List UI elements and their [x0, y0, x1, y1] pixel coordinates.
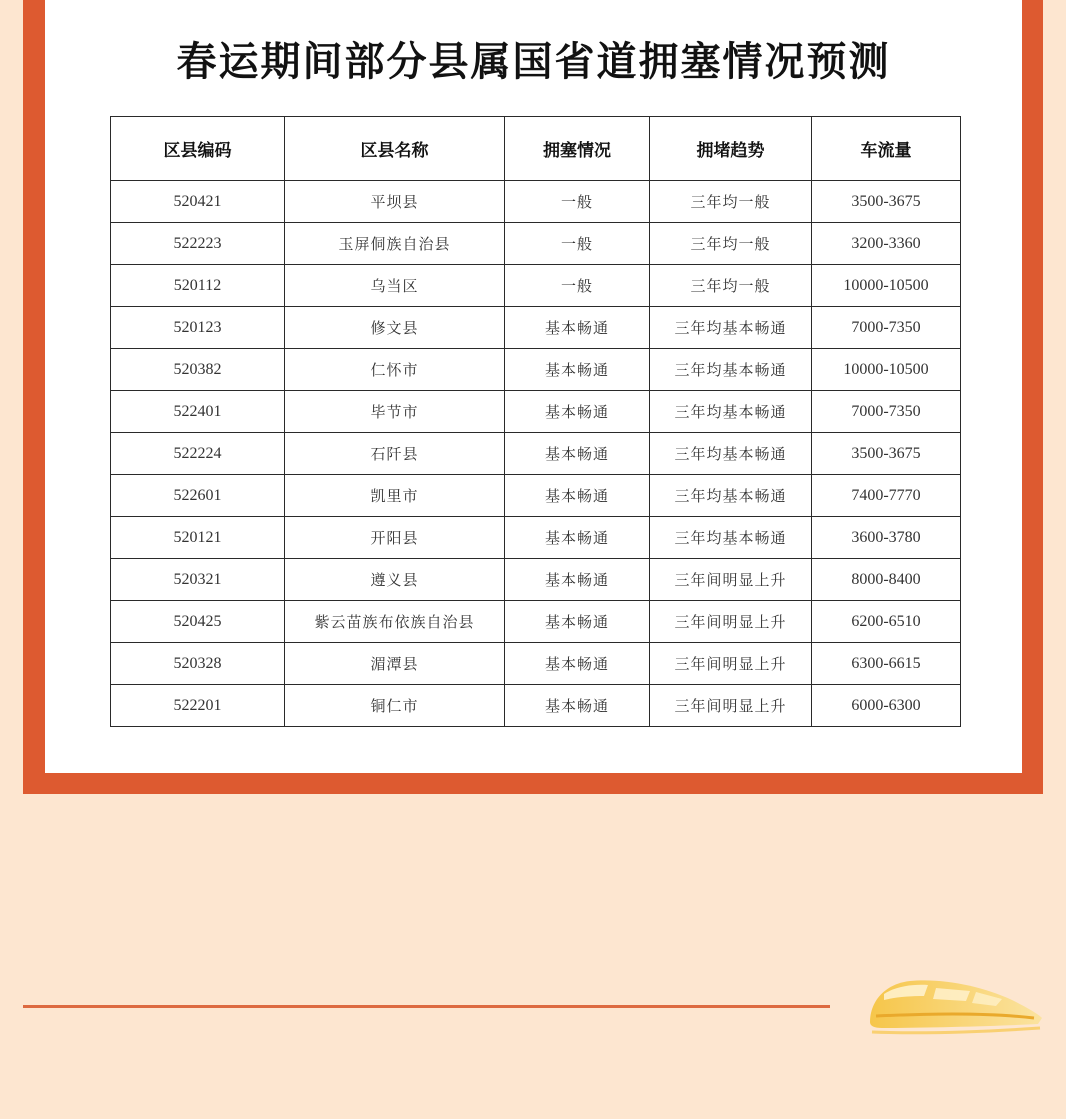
cell-congestion: 基本畅通: [505, 433, 650, 475]
cell-traffic: 7000-7350: [812, 307, 961, 349]
page-title: 春运期间部分县属国省道拥塞情况预测: [176, 39, 891, 85]
cell-name: 修文县: [285, 307, 505, 349]
cell-code: 520121: [111, 517, 285, 559]
table-row: [111, 559, 961, 601]
cell-trend: 三年均基本畅通: [650, 475, 812, 517]
header-trend: 拥堵趋势: [650, 117, 812, 181]
table-header-row: [111, 117, 961, 181]
cell-congestion: 基本畅通: [505, 685, 650, 727]
cell-traffic: 10000-10500: [812, 265, 961, 307]
cell-code: 522224: [111, 433, 285, 475]
table-row: [111, 601, 961, 643]
cell-name: 毕节市: [285, 391, 505, 433]
cell-code: 520123: [111, 307, 285, 349]
table-row: [111, 475, 961, 517]
cell-name: 遵义县: [285, 559, 505, 601]
cell-trend: 三年间明显上升: [650, 643, 812, 685]
cell-trend: 三年均一般: [650, 181, 812, 223]
header-code: 区县编码: [111, 117, 285, 181]
cell-code: 522401: [111, 391, 285, 433]
cell-name: 凯里市: [285, 475, 505, 517]
cell-trend: 三年间明显上升: [650, 601, 812, 643]
table-row: [111, 643, 961, 685]
cell-code: 522201: [111, 685, 285, 727]
cell-code: 520112: [111, 265, 285, 307]
cell-traffic: 7400-7770: [812, 475, 961, 517]
cell-congestion: 一般: [505, 223, 650, 265]
cell-code: 522223: [111, 223, 285, 265]
cell-code: 520425: [111, 601, 285, 643]
cell-name: 湄潭县: [285, 643, 505, 685]
cell-trend: 三年均一般: [650, 265, 812, 307]
cell-trend: 三年均一般: [650, 223, 812, 265]
cell-trend: 三年均基本畅通: [650, 307, 812, 349]
cell-congestion: 基本畅通: [505, 559, 650, 601]
cell-traffic: 6000-6300: [812, 685, 961, 727]
table-row: [111, 265, 961, 307]
cell-trend: 三年间明显上升: [650, 685, 812, 727]
cell-trend: 三年均基本畅通: [650, 391, 812, 433]
header-congestion: 拥塞情况: [505, 117, 650, 181]
table-row: [111, 307, 961, 349]
cell-name: 开阳县: [285, 517, 505, 559]
cell-trend: 三年均基本畅通: [650, 517, 812, 559]
cell-name: 铜仁市: [285, 685, 505, 727]
header-name: 区县名称: [285, 117, 505, 181]
cell-traffic: 3200-3360: [812, 223, 961, 265]
cell-congestion: 基本畅通: [505, 391, 650, 433]
table-row: [111, 223, 961, 265]
cell-congestion: 基本畅通: [505, 643, 650, 685]
cell-trend: 三年间明显上升: [650, 559, 812, 601]
cell-traffic: 3600-3780: [812, 517, 961, 559]
cell-congestion: 基本畅通: [505, 307, 650, 349]
cell-code: 520328: [111, 643, 285, 685]
table-row: [111, 517, 961, 559]
cell-congestion: 基本畅通: [505, 475, 650, 517]
cell-traffic: 7000-7350: [812, 391, 961, 433]
cell-congestion: 一般: [505, 265, 650, 307]
high-speed-train-icon: [862, 972, 1044, 1040]
cell-code: 520321: [111, 559, 285, 601]
decorative-divider: [23, 1005, 830, 1008]
cell-congestion: 基本畅通: [505, 517, 650, 559]
congestion-table: [110, 116, 961, 727]
cell-traffic: 3500-3675: [812, 181, 961, 223]
cell-trend: 三年均基本畅通: [650, 433, 812, 475]
cell-congestion: 基本畅通: [505, 601, 650, 643]
table-row: [111, 349, 961, 391]
cell-traffic: 3500-3675: [812, 433, 961, 475]
cell-name: 乌当区: [285, 265, 505, 307]
cell-name: 石阡县: [285, 433, 505, 475]
table-row: [111, 391, 961, 433]
cell-code: 522601: [111, 475, 285, 517]
table-row: [111, 433, 961, 475]
cell-code: 520421: [111, 181, 285, 223]
table-row: [111, 685, 961, 727]
cell-congestion: 一般: [505, 181, 650, 223]
header-traffic: 车流量: [812, 117, 961, 181]
cell-congestion: 基本畅通: [505, 349, 650, 391]
cell-name: 平坝县: [285, 181, 505, 223]
cell-traffic: 8000-8400: [812, 559, 961, 601]
cell-code: 520382: [111, 349, 285, 391]
cell-traffic: 6200-6510: [812, 601, 961, 643]
table-row: [111, 181, 961, 223]
cell-traffic: 6300-6615: [812, 643, 961, 685]
cell-name: 仁怀市: [285, 349, 505, 391]
cell-name: 玉屏侗族自治县: [285, 223, 505, 265]
cell-name: 紫云苗族布依族自治县: [285, 601, 505, 643]
cell-traffic: 10000-10500: [812, 349, 961, 391]
cell-trend: 三年均基本畅通: [650, 349, 812, 391]
